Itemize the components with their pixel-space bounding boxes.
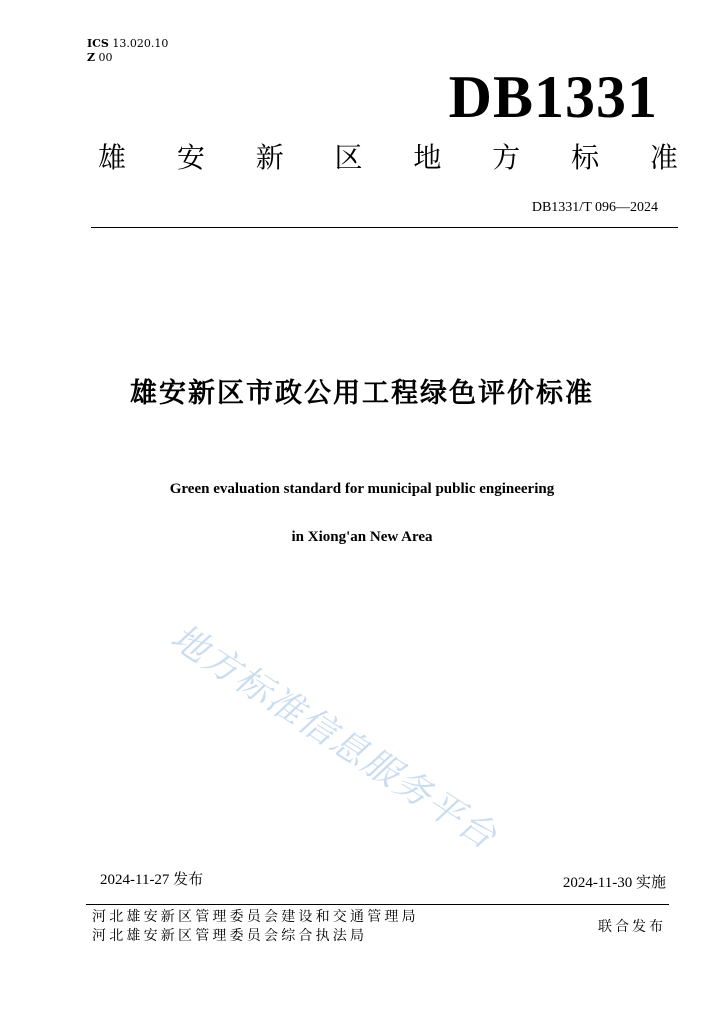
ccs-value: 00 [98, 51, 113, 64]
standard-type-char: 区 [334, 141, 363, 174]
standard-type [98, 140, 678, 176]
classification-codes [87, 37, 168, 65]
standard-type-char: 方 [492, 141, 521, 174]
publish-date: 2024-11-27 发布 [100, 872, 204, 888]
watermark: 地方标准信息服务平台 [163, 616, 505, 859]
issuers [92, 908, 419, 946]
standard-type-char: 标 [571, 141, 600, 174]
ics-label: ICS [87, 37, 109, 50]
ccs-label: Z [87, 51, 96, 64]
standard-type-char: 安 [176, 141, 205, 174]
title-english-line-1: Green evaluation standard for municipal public engineering [169, 481, 555, 497]
title-chinese: 雄安新区市政公用工程绿色评价标准 [130, 378, 594, 409]
issuer-2: 河北雄安新区管理委员会综合执法局 [92, 928, 368, 944]
title-english-line-2: in Xiong'an New Area [291, 529, 433, 545]
ics-value: 13.020.10 [112, 37, 169, 50]
ics-line [87, 37, 168, 51]
standard-type-char: 地 [413, 141, 442, 174]
ccs-line [87, 51, 168, 65]
joint-release: 联合发布 [598, 919, 666, 935]
implement-date: 2024-11-30 实施 [562, 875, 666, 891]
standard-number: DB1331/T 096—2024 [531, 200, 658, 215]
top-divider [91, 227, 678, 228]
standard-type-char: 雄 [98, 141, 127, 174]
standard-code: DB1331 [448, 64, 658, 130]
bottom-divider [86, 904, 669, 905]
standard-type-char: 准 [649, 141, 678, 174]
standard-type-char: 新 [255, 141, 284, 174]
issuer-1: 河北雄安新区管理委员会建设和交通管理局 [92, 909, 419, 925]
